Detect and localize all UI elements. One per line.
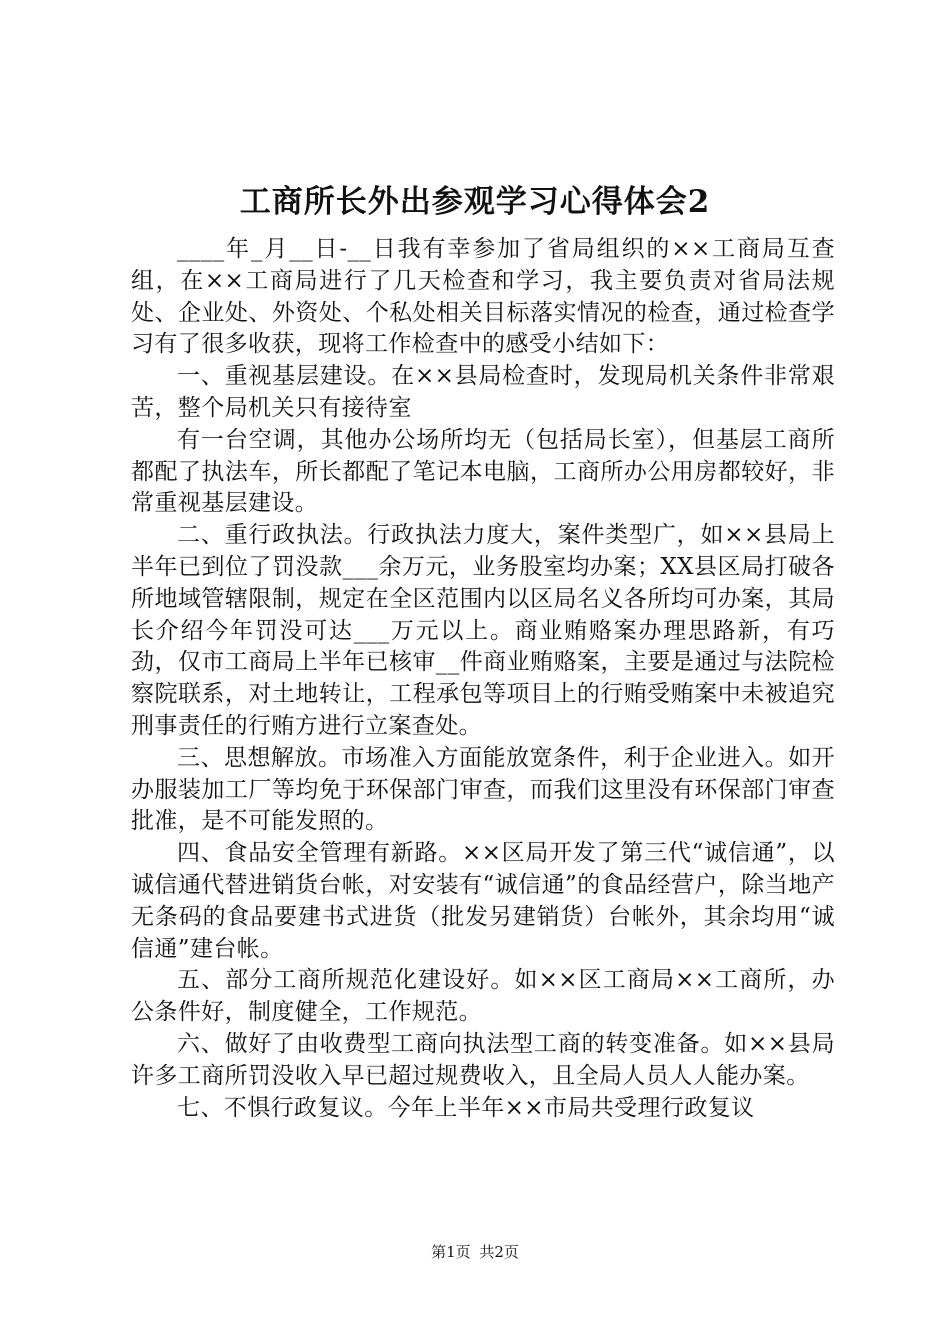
paragraph-intro: ____年_月__日-__日我有幸参加了省局组织的××工商局互查组，在××工商局进行了几天检查和学习，我主要负责对省局法规处、企业处、外资处、个私处相关目标落实情况的检查，通过检查学习有了很多收获，现将工作检查中的感受小结如下： [131,236,835,358]
page-number: 第1页 [431,1243,471,1261]
document-body [131,234,835,1124]
paragraph-point-6: 六、做好了由收费型工商向执法型工商的转变准备。如××县局许多工商所罚没收入早已超过规费收入，且全局人员人人能办案。 [131,1030,835,1089]
paragraph-point-1-continued: 有一台空调，其他办公场所均无（包括局长室），但基层工商所都配了执法车，所长都配了笔记本电脑，工商所办公用房都较好，非常重视基层建设。 [131,426,835,517]
page-footer [0,1242,950,1262]
paragraph-point-1: 一、重视基层建设。在××县局检查时，发现局机关条件非常艰苦，整个局机关只有接待室 [131,363,835,421]
page-total: 共2页 [479,1243,519,1261]
paragraph-point-4: 四、食品安全管理有新路。××区局开发了第三代“诚信通”，以诚信通代替进销货台帐，对安装有“诚信通”的食品经营户，除当地产无条码的食品要建书式进货（批发另建销货）台帐外，其余均用“诚信通”建台帐。 [131,840,835,962]
document-title: 工商所长外出参观学习心得体会2 [239,184,711,220]
paragraph-point-2: 二、重行政执法。行政执法力度大，案件类型广，如××县局上半年已到位了罚没款___余万元，业务股室均办案；XX县区局打破各所地域管辖限制，规定在全区范围内以区局名义各所均可办案，其局长介绍今年罚没可达___万元以上。商业贿赂案办理思路新，有巧劲，仅市工商局上半年已核审__件商业贿赂案，主要是通过与法院检察院联系，对土地转让，工程承包等项目上的行贿受贿案中未被追究刑事责任的行贿方进行立案查处。 [131,522,835,739]
paragraph-point-7: 七、不惧行政复议。今年上半年××市局共受理行政复议 [177,1094,755,1121]
paragraph-point-3: 三、思想解放。市场准入方面能放宽条件，利于企业进入。如开办服装加工厂等均免于环保部门审查，而我们这里没有环保部门审查批准，是不可能发照的。 [131,744,835,835]
paragraph-point-5: 五、部分工商所规范化建设好。如××区工商局××工商所，办公条件好，制度健全，工作规范。 [131,967,835,1026]
